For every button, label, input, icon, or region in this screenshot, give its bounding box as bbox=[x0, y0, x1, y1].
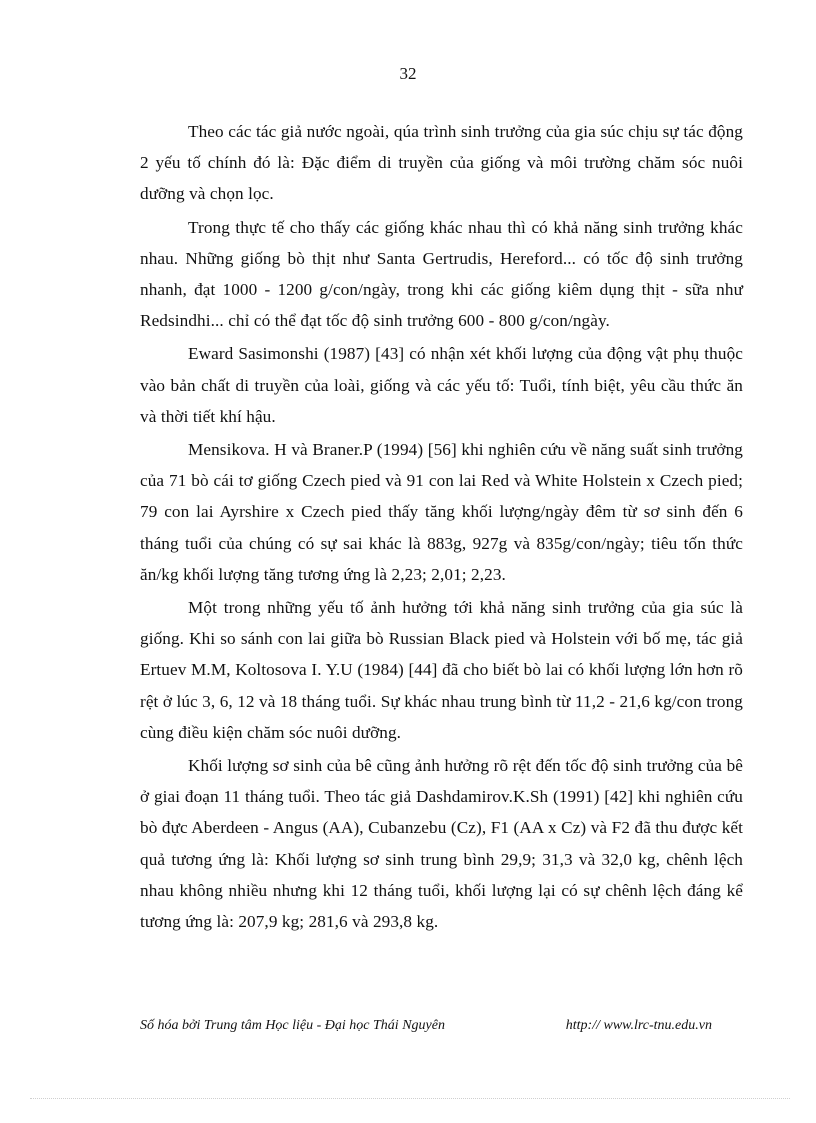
page-number: 32 bbox=[399, 64, 417, 83]
paragraph-1: Theo các tác giả nước ngoài, qúa trình sinh trưởng của gia súc chịu sự tác động 2 yếu tố chính đó là: Đặc điểm di truyền của giống và môi trường chăm sóc nuôi dưỡng và chọn lọc. bbox=[140, 122, 743, 204]
bottom-divider bbox=[30, 1098, 790, 1099]
document-body bbox=[140, 116, 743, 939]
page-footer bbox=[140, 1018, 720, 1034]
paragraph-5: Một trong những yếu tố ảnh hưởng tới khả năng sinh trưởng của gia súc là giống. Khi so sánh con lai giữa bò Russian Black pied và Holstein với bố mẹ, tác giả Ertuev M.M, Koltosova I. Y.U (1984) [44] đã cho biết bò lai có khối lượng lớn hơn rõ rệt ở lúc 3, 6, 12 và 18 tháng tuổi. Sự khác nhau trung bình từ 11,2 - 21,6 kg/con trong cùng điều kiện chăm sóc nuôi dưỡng. bbox=[140, 598, 743, 742]
footer-url-link[interactable]: http:// www.lrc-tnu.edu.vn bbox=[565, 1018, 712, 1033]
footer-source-text: Số hóa bởi Trung tâm Học liệu - Đại học Thái Nguyên bbox=[140, 1018, 445, 1033]
paragraph-3: Eward Sasimonshi (1987) [43] có nhận xét khối lượng của động vật phụ thuộc vào bản chất di truyền của loài, giống và các yếu tố: Tuổi, tính biệt, yêu cầu thức ăn và thời tiết khí hậu. bbox=[140, 344, 743, 426]
paragraph-6: Khối lượng sơ sinh của bê cũng ảnh hưởng rõ rệt đến tốc độ sinh trưởng của bê ở giai đoạn 11 tháng tuổi. Theo tác giả Dashdamirov.K.Sh (1991) [42] khi nghiên cứu bò đực Aberdeen - Angus (AA), Cubanzebu (Cz), F1 (AA x Cz) và F2 đã thu được kết quả tương ứng là: Khối lượng sơ sinh trung bình 29,9; 31,3 và 32,0 kg, chênh lệch nhau không nhiều nhưng khi 12 tháng tuổi, khối lượng lại có sự chênh lệch đáng kể tương ứng là: 207,9 kg; 281,6 và 293,8 kg. bbox=[140, 756, 743, 932]
paragraph-2: Trong thực tế cho thấy các giống khác nhau thì có khả năng sinh trưởng khác nhau. Những giống bò thịt như Santa Gertrudis, Hereford... có tốc độ sinh trưởng nhanh, đạt 1000 - 1200 g/con/ngày, trong khi các giống kiêm dụng thịt - sữa như Redsindhi... chỉ có thể đạt tốc độ sinh trưởng 600 - 800 g/con/ngày. bbox=[140, 217, 743, 331]
paragraph-4: Mensikova. H và Braner.P (1994) [56] khi nghiên cứu về năng suất sinh trưởng của 71 bò cái tơ giống Czech pied và 91 con lai Red và White Holstein x Czech pied; 79 con lai Ayrshire x Czech pied thấy tăng khối lượng/ngày đêm từ sơ sinh đến 6 tháng tuổi của chúng có sự sai khác là 883g, 927g và 835g/con/ngày; tiêu tốn thức ăn/kg khối lượng tăng tương ứng là 2,23; 2,01; 2,23. bbox=[140, 440, 743, 584]
